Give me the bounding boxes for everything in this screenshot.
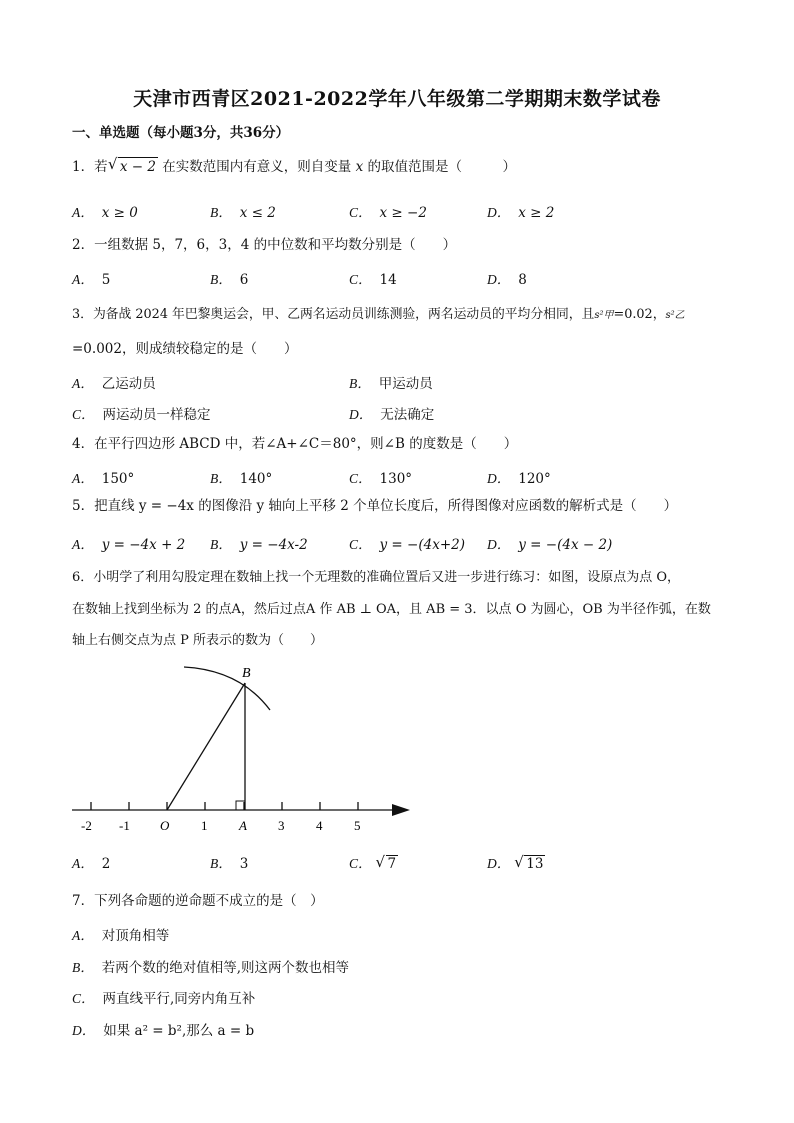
option-label: A．: [72, 272, 94, 287]
option-text: 如果 a² = b²,那么 a = b: [103, 1023, 255, 1039]
q4-option-d[interactable]: [487, 467, 551, 487]
tick-label: -1: [119, 818, 130, 833]
question-1: [72, 157, 516, 176]
q3-variance-jia: s²甲: [594, 310, 614, 321]
q4-option-a[interactable]: [72, 467, 134, 487]
tick-label: O: [160, 818, 170, 833]
q5-option-d[interactable]: [487, 533, 612, 553]
segment-ob: [167, 683, 245, 810]
option-text: y = −4x + 2: [101, 537, 186, 553]
option-label: B．: [210, 471, 232, 486]
option-label: D．: [487, 205, 511, 220]
option-label: C．: [349, 856, 372, 871]
option-label: C．: [349, 272, 372, 287]
option-label: B．: [210, 272, 232, 287]
option-label: C．: [72, 407, 95, 422]
section-heading: 一、单选题（每小题3分，共36分）: [72, 125, 290, 141]
question-5: 5．把直线 y = −4x 的图像沿 y 轴向上平移 2 个单位长度后，所得图像对应函数的解析式是（ ）: [72, 498, 678, 514]
q7-option-a[interactable]: [72, 924, 169, 944]
option-text: x ≥ 2: [518, 205, 555, 221]
option-text: 150°: [101, 471, 135, 487]
arc: [184, 667, 270, 710]
axis-arrow-icon: [392, 804, 410, 816]
option-text: 5: [101, 272, 111, 288]
q3-option-d[interactable]: [349, 403, 434, 423]
option-text: 无法确定: [380, 407, 435, 423]
option-label: B．: [72, 960, 94, 975]
question-6-line-2: 在数轴上找到坐标为 2 的点A，然后过点A 作 AB ⊥ OA，且 AB = 3．以点 O 为圆心，OB 为半径作弧，在数: [72, 602, 711, 617]
option-text: 8: [518, 272, 527, 288]
option-text: y = −4x-2: [239, 537, 308, 553]
q5-option-c[interactable]: [349, 533, 465, 553]
point-b-label: B: [242, 666, 251, 681]
option-text: x ≤ 2: [239, 205, 276, 221]
tick-label: 5: [354, 818, 361, 833]
option-label: B．: [349, 376, 371, 391]
q1-option-d[interactable]: [487, 201, 554, 221]
option-text: x ≥ −2: [379, 205, 427, 221]
q7-option-d[interactable]: [72, 1019, 254, 1039]
question-4: 4．在平行四边形 ABCD 中，若∠A+∠C＝80°，则∠B 的度数是（ ）: [72, 436, 518, 452]
q6-option-d[interactable]: [487, 852, 545, 872]
option-label: A．: [72, 205, 94, 220]
option-label: A．: [72, 471, 94, 486]
option-label: A．: [72, 928, 94, 943]
option-label: D．: [349, 407, 373, 422]
q1-option-a[interactable]: [72, 201, 138, 221]
option-text: 两运动员一样稳定: [102, 407, 211, 423]
option-text: 6: [239, 272, 249, 288]
option-label: A．: [72, 856, 94, 871]
option-text: √ 13: [524, 855, 545, 872]
q4-option-b[interactable]: [210, 467, 272, 487]
option-label: B．: [210, 856, 232, 871]
option-label: D．: [487, 537, 511, 552]
option-label: D．: [72, 1023, 96, 1038]
q6-option-b[interactable]: [210, 852, 248, 872]
option-text: 3: [239, 856, 249, 872]
question-6-line-3: 轴上右侧交点为点 P 所表示的数为（ ）: [72, 633, 324, 648]
option-text: 120°: [518, 471, 551, 487]
page-title: 天津市西青区2021-2022学年八年级第二学期期末数学试卷: [133, 88, 661, 110]
option-label: D．: [487, 471, 511, 486]
q5-option-b[interactable]: [210, 533, 308, 553]
option-text: 若两个数的绝对值相等,则这两个数也相等: [101, 960, 350, 976]
q3-variance-yi: s²乙: [665, 310, 685, 321]
q2-option-d[interactable]: [487, 268, 527, 288]
tick-label: A: [239, 818, 247, 833]
q6-option-c[interactable]: [349, 852, 398, 872]
option-label: A．: [72, 376, 94, 391]
option-label: D．: [487, 856, 511, 871]
option-text: y = −(4x − 2): [518, 537, 613, 553]
option-text: 130°: [379, 471, 413, 487]
option-text: 140°: [239, 471, 273, 487]
tick-label: -2: [81, 818, 92, 833]
option-text: 甲运动员: [378, 376, 433, 392]
q3-text-b: =0.02，: [613, 307, 666, 322]
q4-option-c[interactable]: [349, 467, 412, 487]
number-line-figure: [60, 655, 430, 840]
option-label: A．: [72, 537, 94, 552]
option-label: D．: [487, 272, 511, 287]
q1-radical: √ x − 2: [118, 157, 158, 176]
tick-labels: [81, 818, 361, 833]
q1-suffix: 的取值范围是（ ）: [367, 159, 517, 175]
tick-label: 3: [278, 818, 285, 833]
option-label: C．: [349, 205, 372, 220]
option-label: B．: [210, 205, 232, 220]
q1-text: 在实数范围内有意义，则自变量: [162, 159, 352, 175]
q1-prefix: 1．若: [72, 159, 108, 175]
option-text: √ 7: [386, 855, 399, 872]
option-text: x ≥ 0: [101, 205, 138, 221]
option-label: B．: [210, 537, 232, 552]
q7-option-b[interactable]: [72, 956, 349, 976]
question-6-line-1: 6．小明学了利用勾股定理在数轴上找一个无理数的准确位置后又进一步进行练习：如图，设原点为点 O，: [72, 570, 681, 585]
option-text: 对顶角相等: [101, 928, 170, 944]
q2-option-a[interactable]: [72, 268, 110, 288]
q2-option-b[interactable]: [210, 268, 248, 288]
option-text: y = −(4x+2): [379, 537, 465, 553]
axis-ticks: [91, 802, 358, 810]
q1-variable: x: [355, 159, 364, 175]
option-label: C．: [72, 991, 95, 1006]
q3-option-c[interactable]: [72, 403, 211, 423]
option-text: 两直线平行,同旁内角互补: [102, 991, 256, 1007]
q7-option-c[interactable]: [72, 987, 255, 1007]
question-2: 2．一组数据 5，7，6，3，4 的中位数和平均数分别是（ ）: [72, 237, 457, 253]
q3-option-a[interactable]: [72, 372, 156, 392]
option-text: 乙运动员: [101, 376, 156, 392]
tick-label: 4: [316, 818, 323, 833]
q1-option-c[interactable]: [349, 201, 427, 221]
question-3-line-1: [72, 306, 685, 325]
q1-option-b[interactable]: [210, 201, 276, 221]
tick-label: 1: [201, 818, 208, 833]
option-text: 2: [101, 856, 111, 872]
q3-option-b[interactable]: [349, 372, 433, 392]
question-3-line-2: =0.002，则成绩较稳定的是（ ）: [72, 341, 298, 357]
q3-text-a: 3．为备战 2024 年巴黎奥运会，甲、乙两名运动员训练测验，两名运动员的平均分相同，且: [72, 307, 595, 322]
question-7: 7．下列各命题的逆命题不成立的是（ ）: [72, 893, 324, 909]
option-label: C．: [349, 537, 372, 552]
option-label: C．: [349, 471, 372, 486]
q6-option-a[interactable]: [72, 852, 110, 872]
option-text: 14: [379, 272, 397, 288]
q5-option-a[interactable]: [72, 533, 185, 553]
q2-option-c[interactable]: [349, 268, 397, 288]
